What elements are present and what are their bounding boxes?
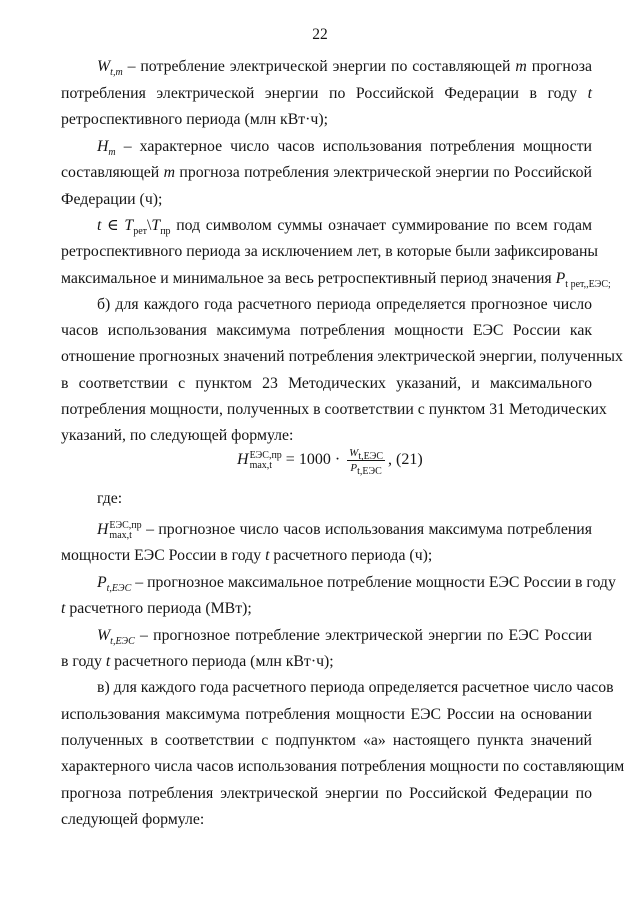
def-w-line-2: в году t расчетного периода (млн кВт·ч); <box>61 653 334 670</box>
def-hmax-line-2: мощности ЕЭС России в году t расчетного периода (ч); <box>61 547 433 564</box>
where-label: где: <box>97 490 123 507</box>
formula-21: H ЕЭС,пр max,t = 1000 · $\frac{W_{t,ЕЭС}}{P_{t,ЕЭС}}$ , (21) <box>237 447 423 478</box>
def-p-line-1: $P_{t,ЕЭС}$ – прогнозное максимальное потребление мощности ЕЭС России в году <box>97 574 616 595</box>
def-hmax-line-1: H ЕЭС,пр max,t – прогнозное число часов использования максимума потребления <box>97 520 593 541</box>
def-t-line-1: t ∈ $T_{рет}\backslash T_{пр}$ под символом суммы означает суммирование по всем годам <box>97 217 593 238</box>
def-p-line-2: t расчетного периода (МВт); <box>61 600 252 617</box>
def-t-line-2: ретроспективного периода за исключением лет, в которые были зафиксированы <box>61 243 599 260</box>
def-wtm-line-3: ретроспективного периода (млн кВт·ч); <box>61 111 329 128</box>
para-v-line-1: в) для каждого года расчетного периода определяется расчетное число часов <box>97 679 614 696</box>
para-b-line-1: б) для каждого года расчетного периода определяется прогнозное число <box>97 296 592 313</box>
para-v-line-2: использования максимума потребления мощности ЕЭС России на основании <box>61 706 592 723</box>
def-wtm-line-1: $W_{t,m}$ – потребление электрической энергии по составляющей m прогноза <box>97 58 593 79</box>
para-v-line-5: прогноза потребления электрической энергии по Российской Федерации по <box>61 785 592 802</box>
para-b-line-3: отношение прогнозных значений потребления электрической энергии, полученных <box>61 348 623 365</box>
def-w-line-1: $W_{t,ЕЭС}$ – прогнозное потребление электрической энергии по ЕЭС России <box>97 627 593 648</box>
formula-fraction: $\frac{W_{t,ЕЭС}}{P_{t,ЕЭС}}$ <box>349 447 383 478</box>
para-b-line-6: указаний, по следующей формуле: <box>61 427 294 444</box>
para-v-line-6: следующей формуле: <box>61 811 205 828</box>
para-v-line-4: характерного числа часов использования потребления мощности по составляющим <box>61 758 625 775</box>
def-hm-line-2: составляющей m прогноза потребления электрической энергии по Российской <box>61 164 592 181</box>
para-v-line-3: полученных в соответствии с подпунктом «а» настоящего пункта значений <box>61 732 592 749</box>
para-b-line-2: часов использования максимума потребления мощности ЕЭС России как <box>61 322 592 339</box>
def-t-line-3: максимальное и минимальное за весь ретроспективный период значения $P_{t рет,,ЕЭС;}$ <box>61 270 611 291</box>
page-number: 22 <box>312 26 328 43</box>
def-hm-line-1: $H_m$ – характерное число часов использования потребления мощности <box>97 138 592 159</box>
def-wtm-line-2: потребления электрической энергии по Российской Федерации в году t <box>61 85 592 102</box>
para-b-line-4: в соответствии с пунктом 23 Методических указаний, и максимального <box>61 375 592 392</box>
def-hm-line-3: Федерации (ч); <box>61 191 163 208</box>
para-b-line-5: потребления мощности, полученных в соответствии с пунктом 31 Методических <box>61 401 607 418</box>
